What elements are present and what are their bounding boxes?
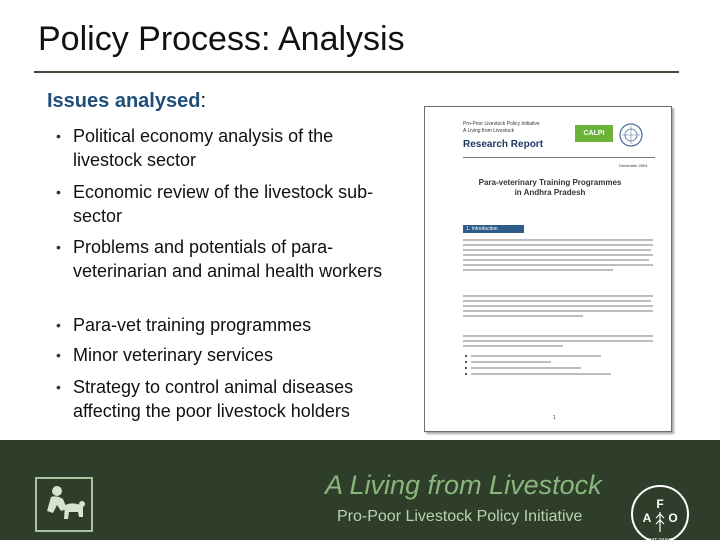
research-report-thumbnail — [424, 106, 672, 432]
report-heading: Research Report — [463, 139, 544, 150]
footer-initiative: Pro-Poor Livestock Policy Initiative — [337, 508, 583, 525]
fao-logo-icon — [628, 482, 692, 546]
cattle-herder-icon — [37, 479, 91, 530]
bullet-dot: • — [56, 128, 61, 144]
bullet-text: Strategy to control animal diseases affecting the poor livestock holders — [73, 377, 354, 421]
report-title-line: Para-veterinary Training Programmes — [478, 178, 622, 187]
report-text-line — [463, 244, 653, 246]
report-text-line — [471, 361, 551, 363]
report-text-line — [463, 295, 653, 297]
slide-title: Policy Process: Analysis — [38, 20, 405, 58]
svg-text:O: O — [668, 511, 678, 525]
bullet-text: Para-vet training programmes — [73, 315, 312, 335]
issues-heading — [47, 90, 206, 113]
bullet-item — [56, 375, 396, 423]
report-text-line — [463, 305, 653, 307]
report-text-line — [471, 367, 581, 369]
calpi-logo: CALPI — [575, 125, 613, 142]
livestock-initiative-logo — [35, 477, 93, 532]
bullet-dot: • — [56, 239, 61, 255]
report-list-dot — [465, 367, 467, 369]
fao-motto: FIAT PANIS — [646, 538, 674, 544]
report-text-line — [471, 355, 601, 357]
report-text-line — [463, 310, 653, 312]
report-text-line — [463, 239, 653, 241]
title-divider — [34, 71, 679, 73]
report-list-dot — [465, 355, 467, 357]
footer-banner — [0, 440, 720, 544]
report-date: December 2004 — [619, 163, 648, 168]
report-page-number: 1 — [553, 415, 556, 421]
bullet-item — [56, 180, 396, 228]
report-text-line — [463, 254, 653, 256]
report-text-line — [463, 264, 653, 266]
bullet-item — [56, 124, 396, 172]
report-list-dot — [465, 373, 467, 375]
report-text-line — [463, 259, 649, 261]
report-title-line: in Andhra Pradesh — [514, 188, 586, 197]
issues-heading-label: Issues analysed — [47, 90, 201, 112]
svg-text:F: F — [656, 497, 664, 511]
report-title — [455, 178, 645, 198]
bullet-item — [56, 235, 396, 283]
bullet-text: Problems and potentials of para-veterinarian and animal health workers — [73, 237, 383, 281]
government-seal-icon — [618, 122, 644, 148]
bullet-item — [56, 313, 396, 337]
report-text-line — [463, 300, 651, 302]
svg-text:A: A — [642, 511, 652, 525]
report-rule — [463, 157, 655, 158]
report-text-line — [463, 345, 563, 347]
footer-tagline: A Living from Livestock — [325, 470, 602, 500]
bullet-text: Minor veterinary services — [73, 345, 274, 365]
report-section-label: 1. Introduction — [463, 225, 524, 233]
report-text-line — [463, 315, 583, 317]
bullet-dot: • — [56, 184, 61, 200]
report-text-line — [471, 373, 611, 375]
bullet-dot: • — [56, 347, 61, 363]
report-text-line — [463, 340, 653, 342]
bullet-dot: • — [56, 317, 61, 333]
bullet-dot: • — [56, 379, 61, 395]
report-list-dot — [465, 361, 467, 363]
report-text-line — [463, 249, 651, 251]
bullet-item — [56, 343, 396, 367]
bullet-text: Political economy analysis of the livestock sector — [73, 126, 334, 170]
report-series-line: A Living from Livestock — [463, 128, 515, 134]
report-text-line — [463, 269, 613, 271]
report-series-line: Pro-Poor Livestock Policy Initiative — [463, 121, 540, 127]
bullet-text: Economic review of the livestock sub-sector — [73, 182, 374, 226]
issues-heading-colon: : — [200, 90, 206, 112]
report-text-line — [463, 335, 653, 337]
